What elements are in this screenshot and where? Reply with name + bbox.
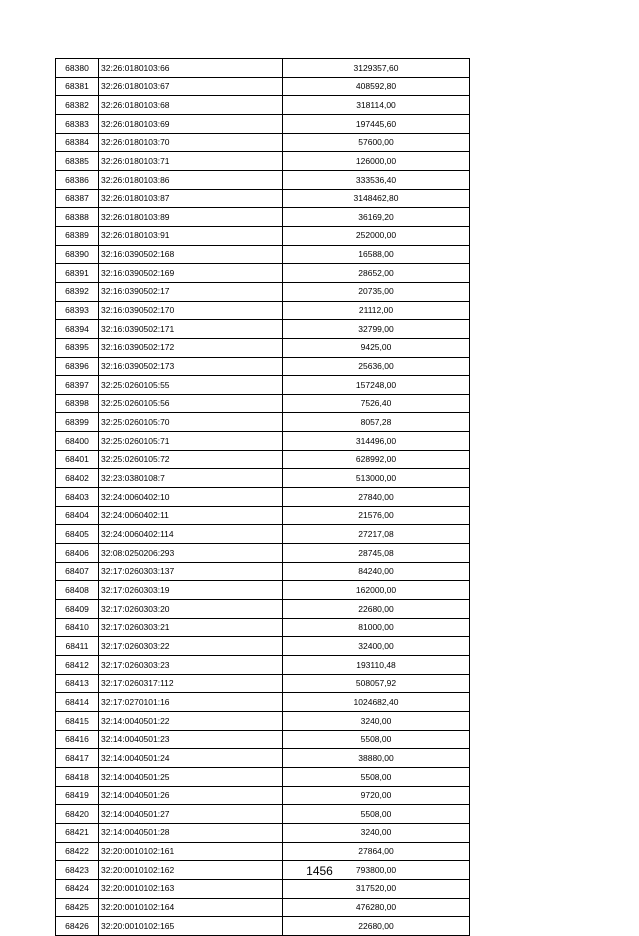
row-number-cell: 68387 (56, 189, 99, 208)
cadastral-number-cell: 32:26:0180103:67 (99, 77, 283, 96)
table-row (56, 320, 470, 339)
cadastral-value-cell: 25636,00 (283, 357, 470, 376)
table-body (56, 59, 470, 936)
cadastral-value-table (55, 58, 470, 936)
cadastral-number-cell: 32:20:0010102:163 (99, 879, 283, 898)
row-number-cell: 68382 (56, 96, 99, 115)
cadastral-value-cell: 22680,00 (283, 600, 470, 619)
table-row (56, 506, 470, 525)
cadastral-number-cell: 32:14:0040501:22 (99, 711, 283, 730)
cadastral-value-cell: 314496,00 (283, 432, 470, 451)
cadastral-number-cell: 32:17:0260303:23 (99, 656, 283, 675)
cadastral-value-cell: 32400,00 (283, 637, 470, 656)
cadastral-number-cell: 32:14:0040501:24 (99, 749, 283, 768)
row-number-cell: 68384 (56, 133, 99, 152)
row-number-cell: 68422 (56, 842, 99, 861)
table-row (56, 301, 470, 320)
table-row (56, 525, 470, 544)
row-number-cell: 68406 (56, 544, 99, 563)
cadastral-value-cell: 252000,00 (283, 226, 470, 245)
table-row (56, 917, 470, 936)
row-number-cell: 68413 (56, 674, 99, 693)
cadastral-value-cell: 408592,80 (283, 77, 470, 96)
table-row (56, 357, 470, 376)
row-number-cell: 68400 (56, 432, 99, 451)
table-row (56, 674, 470, 693)
cadastral-value-cell: 193110,48 (283, 656, 470, 675)
cadastral-value-cell: 21112,00 (283, 301, 470, 320)
cadastral-value-cell: 318114,00 (283, 96, 470, 115)
row-number-cell: 68385 (56, 152, 99, 171)
table-row (56, 618, 470, 637)
row-number-cell: 68412 (56, 656, 99, 675)
row-number-cell: 68399 (56, 413, 99, 432)
cadastral-value-cell: 3240,00 (283, 823, 470, 842)
row-number-cell: 68390 (56, 245, 99, 264)
cadastral-value-cell: 5508,00 (283, 730, 470, 749)
cadastral-value-cell: 162000,00 (283, 581, 470, 600)
cadastral-number-cell: 32:16:0390502:17 (99, 282, 283, 301)
cadastral-number-cell: 32:24:0060402:10 (99, 488, 283, 507)
table-row (56, 823, 470, 842)
row-number-cell: 68426 (56, 917, 99, 936)
cadastral-value-cell: 793800,00 (283, 861, 470, 880)
row-number-cell: 68389 (56, 226, 99, 245)
cadastral-value-cell: 21576,00 (283, 506, 470, 525)
cadastral-number-cell: 32:08:0250206:293 (99, 544, 283, 563)
cadastral-number-cell: 32:26:0180103:87 (99, 189, 283, 208)
cadastral-value-cell: 20735,00 (283, 282, 470, 301)
table-row (56, 376, 470, 395)
row-number-cell: 68404 (56, 506, 99, 525)
table-row (56, 693, 470, 712)
cadastral-number-cell: 32:17:0260303:22 (99, 637, 283, 656)
cadastral-number-cell: 32:25:0260105:55 (99, 376, 283, 395)
cadastral-number-cell: 32:17:0260303:19 (99, 581, 283, 600)
table-row (56, 133, 470, 152)
cadastral-number-cell: 32:25:0260105:72 (99, 450, 283, 469)
table-row (56, 152, 470, 171)
row-number-cell: 68424 (56, 879, 99, 898)
table-row (56, 805, 470, 824)
row-number-cell: 68401 (56, 450, 99, 469)
table-row (56, 432, 470, 451)
table-row (56, 208, 470, 227)
row-number-cell: 68421 (56, 823, 99, 842)
cadastral-value-cell: 9720,00 (283, 786, 470, 805)
table-row (56, 450, 470, 469)
cadastral-number-cell: 32:16:0390502:173 (99, 357, 283, 376)
table-row (56, 245, 470, 264)
cadastral-number-cell: 32:14:0040501:28 (99, 823, 283, 842)
table-row (56, 637, 470, 656)
cadastral-number-cell: 32:16:0390502:168 (99, 245, 283, 264)
cadastral-value-cell: 27864,00 (283, 842, 470, 861)
row-number-cell: 68410 (56, 618, 99, 637)
row-number-cell: 68405 (56, 525, 99, 544)
table-row (56, 786, 470, 805)
cadastral-number-cell: 32:26:0180103:68 (99, 96, 283, 115)
table-row (56, 96, 470, 115)
row-number-cell: 68391 (56, 264, 99, 283)
cadastral-number-cell: 32:14:0040501:23 (99, 730, 283, 749)
row-number-cell: 68425 (56, 898, 99, 917)
cadastral-number-cell: 32:16:0390502:172 (99, 338, 283, 357)
cadastral-value-cell: 5508,00 (283, 767, 470, 786)
row-number-cell: 68403 (56, 488, 99, 507)
cadastral-number-cell: 32:26:0180103:91 (99, 226, 283, 245)
row-number-cell: 68420 (56, 805, 99, 824)
row-number-cell: 68409 (56, 600, 99, 619)
cadastral-value-cell: 7526,40 (283, 394, 470, 413)
row-number-cell: 68395 (56, 338, 99, 357)
cadastral-number-cell: 32:17:0270101:16 (99, 693, 283, 712)
page-number: 1456 (306, 864, 333, 878)
table-row (56, 413, 470, 432)
cadastral-value-cell: 57600,00 (283, 133, 470, 152)
cadastral-value-cell: 508057,92 (283, 674, 470, 693)
cadastral-number-cell: 32:24:0060402:114 (99, 525, 283, 544)
row-number-cell: 68383 (56, 114, 99, 133)
cadastral-value-cell: 84240,00 (283, 562, 470, 581)
table-row (56, 600, 470, 619)
table-row (56, 189, 470, 208)
table-row (56, 264, 470, 283)
cadastral-value-cell: 32799,00 (283, 320, 470, 339)
table-row (56, 562, 470, 581)
table-row (56, 59, 470, 78)
table-row (56, 488, 470, 507)
table-row (56, 338, 470, 357)
row-number-cell: 68417 (56, 749, 99, 768)
cadastral-value-cell: 22680,00 (283, 917, 470, 936)
row-number-cell: 68381 (56, 77, 99, 96)
cadastral-value-cell: 3148462,80 (283, 189, 470, 208)
row-number-cell: 68398 (56, 394, 99, 413)
cadastral-number-cell: 32:20:0010102:161 (99, 842, 283, 861)
table-row (56, 581, 470, 600)
cadastral-number-cell: 32:26:0180103:71 (99, 152, 283, 171)
cadastral-value-cell: 8057,28 (283, 413, 470, 432)
row-number-cell: 68394 (56, 320, 99, 339)
cadastral-value-cell: 81000,00 (283, 618, 470, 637)
table-row (56, 394, 470, 413)
table-row (56, 77, 470, 96)
cadastral-value-cell: 333536,40 (283, 170, 470, 189)
row-number-cell: 68402 (56, 469, 99, 488)
cadastral-number-cell: 32:17:0260317:112 (99, 674, 283, 693)
row-number-cell: 68407 (56, 562, 99, 581)
cadastral-value-cell: 16588,00 (283, 245, 470, 264)
table-row (56, 749, 470, 768)
cadastral-value-cell: 628992,00 (283, 450, 470, 469)
cadastral-number-cell: 32:17:0260303:137 (99, 562, 283, 581)
cadastral-value-cell: 476280,00 (283, 898, 470, 917)
table-row (56, 711, 470, 730)
cadastral-value-cell: 38880,00 (283, 749, 470, 768)
cadastral-number-cell: 32:14:0040501:26 (99, 786, 283, 805)
table-row (56, 730, 470, 749)
row-number-cell: 68408 (56, 581, 99, 600)
table-row (56, 767, 470, 786)
table-row (56, 226, 470, 245)
cadastral-number-cell: 32:20:0010102:162 (99, 861, 283, 880)
row-number-cell: 68411 (56, 637, 99, 656)
cadastral-number-cell: 32:16:0390502:170 (99, 301, 283, 320)
cadastral-number-cell: 32:23:0380108:7 (99, 469, 283, 488)
row-number-cell: 68386 (56, 170, 99, 189)
cadastral-value-cell: 28652,00 (283, 264, 470, 283)
cadastral-value-cell: 126000,00 (283, 152, 470, 171)
row-number-cell: 68419 (56, 786, 99, 805)
cadastral-value-cell: 27840,00 (283, 488, 470, 507)
cadastral-number-cell: 32:24:0060402:11 (99, 506, 283, 525)
table-row (56, 842, 470, 861)
cadastral-number-cell: 32:26:0180103:86 (99, 170, 283, 189)
row-number-cell: 68393 (56, 301, 99, 320)
cadastral-value-cell: 1024682,40 (283, 693, 470, 712)
cadastral-number-cell: 32:20:0010102:164 (99, 898, 283, 917)
cadastral-number-cell: 32:16:0390502:171 (99, 320, 283, 339)
cadastral-value-cell: 27217,08 (283, 525, 470, 544)
cadastral-number-cell: 32:14:0040501:25 (99, 767, 283, 786)
row-number-cell: 68416 (56, 730, 99, 749)
row-number-cell: 68414 (56, 693, 99, 712)
cadastral-value-cell: 513000,00 (283, 469, 470, 488)
cadastral-value-cell: 5508,00 (283, 805, 470, 824)
table-row (56, 282, 470, 301)
table-row (56, 879, 470, 898)
cadastral-value-cell: 197445,60 (283, 114, 470, 133)
cadastral-value-cell: 3240,00 (283, 711, 470, 730)
cadastral-number-cell: 32:20:0010102:165 (99, 917, 283, 936)
cadastral-value-cell: 317520,00 (283, 879, 470, 898)
cadastral-number-cell: 32:26:0180103:89 (99, 208, 283, 227)
cadastral-value-cell: 157248,00 (283, 376, 470, 395)
cadastral-number-cell: 32:25:0260105:56 (99, 394, 283, 413)
row-number-cell: 68388 (56, 208, 99, 227)
cadastral-number-cell: 32:25:0260105:71 (99, 432, 283, 451)
row-number-cell: 68380 (56, 59, 99, 78)
table-row (56, 544, 470, 563)
cadastral-number-cell: 32:17:0260303:21 (99, 618, 283, 637)
row-number-cell: 68396 (56, 357, 99, 376)
cadastral-value-cell: 9425,00 (283, 338, 470, 357)
table-row (56, 656, 470, 675)
cadastral-value-cell: 28745,08 (283, 544, 470, 563)
row-number-cell: 68415 (56, 711, 99, 730)
cadastral-value-cell: 3129357,60 (283, 59, 470, 78)
cadastral-number-cell: 32:14:0040501:27 (99, 805, 283, 824)
table-row (56, 114, 470, 133)
row-number-cell: 68418 (56, 767, 99, 786)
cadastral-number-cell: 32:17:0260303:20 (99, 600, 283, 619)
table-row (56, 469, 470, 488)
table-row (56, 170, 470, 189)
cadastral-number-cell: 32:26:0180103:70 (99, 133, 283, 152)
cadastral-number-cell: 32:26:0180103:69 (99, 114, 283, 133)
cadastral-value-cell: 36169,20 (283, 208, 470, 227)
cadastral-number-cell: 32:26:0180103:66 (99, 59, 283, 78)
row-number-cell: 68423 (56, 861, 99, 880)
table-row (56, 898, 470, 917)
cadastral-number-cell: 32:25:0260105:70 (99, 413, 283, 432)
row-number-cell: 68397 (56, 376, 99, 395)
row-number-cell: 68392 (56, 282, 99, 301)
cadastral-number-cell: 32:16:0390502:169 (99, 264, 283, 283)
